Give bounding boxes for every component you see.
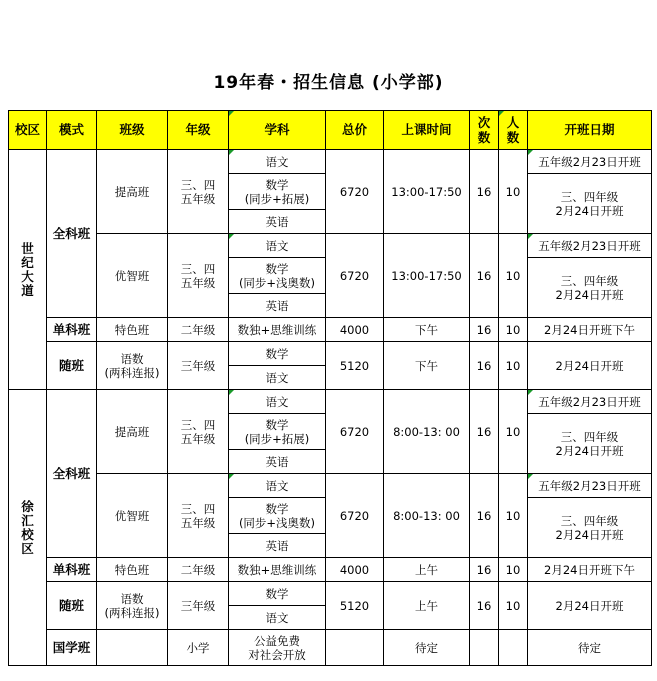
date-cell: 2月24日开班下午 [528,558,652,582]
time-cell: 下午 [384,318,470,342]
class-cell: 提高班 [97,390,168,474]
class-cell: 特色班 [97,558,168,582]
mode-cell: 全科班 [47,390,97,558]
campus-name: 徐 汇 校 区 [21,498,34,556]
count-cell: 16 [470,342,499,390]
header-mode: 模式 [47,111,97,150]
subject-cell: 语文 [229,366,326,390]
class-cell: 提高班 [97,150,168,234]
count-cell: 16 [470,558,499,582]
people-cell: 10 [499,150,528,234]
grade-cell: 三、四 五年级 [168,474,229,558]
price-cell: 5120 [326,582,384,630]
people-cell: 10 [499,582,528,630]
count-cell: 16 [470,150,499,234]
time-cell: 13:00-17:50 [384,234,470,318]
subject-cell: 英语 [229,294,326,318]
date-cell: 五年级2月23日开班 [528,390,652,414]
subject-cell: 英语 [229,450,326,474]
count-cell: 16 [470,390,499,474]
time-cell: 8:00-13: 00 [384,474,470,558]
date-cell: 2月24日开班 [528,342,652,390]
grade-cell: 小学 [168,630,229,666]
subject-cell: 语文 [229,150,326,174]
grade-cell: 三、四 五年级 [168,150,229,234]
people-cell: 10 [499,474,528,558]
grade-cell: 三、四 五年级 [168,390,229,474]
subject-cell: 语文 [229,234,326,258]
class-cell [97,630,168,666]
class-cell: 语数 (两科连报) [97,342,168,390]
date-cell: 三、四年级 2月24日开班 [528,498,652,558]
people-cell: 10 [499,342,528,390]
date-cell: 2月24日开班下午 [528,318,652,342]
class-cell: 语数 (两科连报) [97,582,168,630]
time-cell: 上午 [384,558,470,582]
class-cell: 特色班 [97,318,168,342]
people-cell: 10 [499,558,528,582]
subject-cell: 语文 [229,606,326,630]
price-cell: 6720 [326,474,384,558]
subject-cell: 数学 (同步+浅奥数) [229,498,326,534]
people-cell: 10 [499,318,528,342]
subject-cell: 语文 [229,390,326,414]
price-cell: 4000 [326,318,384,342]
date-cell: 五年级2月23日开班 [528,474,652,498]
grade-cell: 二年级 [168,318,229,342]
grade-cell: 三年级 [168,582,229,630]
count-cell: 16 [470,582,499,630]
price-cell: 6720 [326,150,384,234]
price-cell: 4000 [326,558,384,582]
date-cell: 五年级2月23日开班 [528,150,652,174]
header-time: 上课时间 [384,111,470,150]
date-cell: 三、四年级 2月24日开班 [528,414,652,474]
subject-cell: 数学 (同步+拓展) [229,414,326,450]
subject-cell: 英语 [229,210,326,234]
header-campus: 校区 [9,111,47,150]
header-count: 次 数 [470,111,499,150]
header-people: 人 数 [499,111,528,150]
subject-cell: 数学 (同步+拓展) [229,174,326,210]
header-price: 总价 [326,111,384,150]
enrollment-table [8,110,652,666]
count-cell: 16 [470,318,499,342]
class-cell: 优智班 [97,474,168,558]
people-cell [499,630,528,666]
header-row [9,111,652,150]
time-cell: 待定 [384,630,470,666]
subject-cell: 语文 [229,474,326,498]
time-cell: 下午 [384,342,470,390]
mode-cell: 全科班 [47,150,97,318]
date-cell: 待定 [528,630,652,666]
date-cell: 三、四年级 2月24日开班 [528,174,652,234]
mode-cell: 随班 [47,582,97,630]
count-cell: 16 [470,234,499,318]
campus-name: 世 纪 大 道 [21,240,34,298]
price-cell [326,630,384,666]
price-cell: 6720 [326,390,384,474]
mode-cell: 国学班 [47,630,97,666]
date-cell: 三、四年级 2月24日开班 [528,258,652,318]
subject-cell: 数学 [229,342,326,366]
header-subject: 学科 [229,111,326,150]
time-cell: 13:00-17:50 [384,150,470,234]
subject-cell: 数学 [229,582,326,606]
header-start-date: 开班日期 [528,111,652,150]
campus-cell [9,390,47,666]
header-grade: 年级 [168,111,229,150]
campus-cell [9,150,47,390]
grade-cell: 三、四 五年级 [168,234,229,318]
header-class: 班级 [97,111,168,150]
grade-cell: 二年级 [168,558,229,582]
date-cell: 2月24日开班 [528,582,652,630]
grade-cell: 三年级 [168,342,229,390]
subject-cell: 数学 (同步+浅奥数) [229,258,326,294]
price-cell: 6720 [326,234,384,318]
class-cell: 优智班 [97,234,168,318]
people-cell: 10 [499,390,528,474]
page-title: 19年春・招生信息 (小学部) [213,73,444,93]
mode-cell: 单科班 [47,318,97,342]
subject-cell: 公益免费 对社会开放 [229,630,326,666]
subject-cell: 数独+思维训练 [229,558,326,582]
people-cell: 10 [499,234,528,318]
mode-cell: 随班 [47,342,97,390]
subject-cell: 英语 [229,534,326,558]
price-cell: 5120 [326,342,384,390]
time-cell: 上午 [384,582,470,630]
time-cell: 8:00-13: 00 [384,390,470,474]
subject-cell: 数独+思维训练 [229,318,326,342]
date-cell: 五年级2月23日开班 [528,234,652,258]
mode-cell: 单科班 [47,558,97,582]
count-cell [470,630,499,666]
count-cell: 16 [470,474,499,558]
